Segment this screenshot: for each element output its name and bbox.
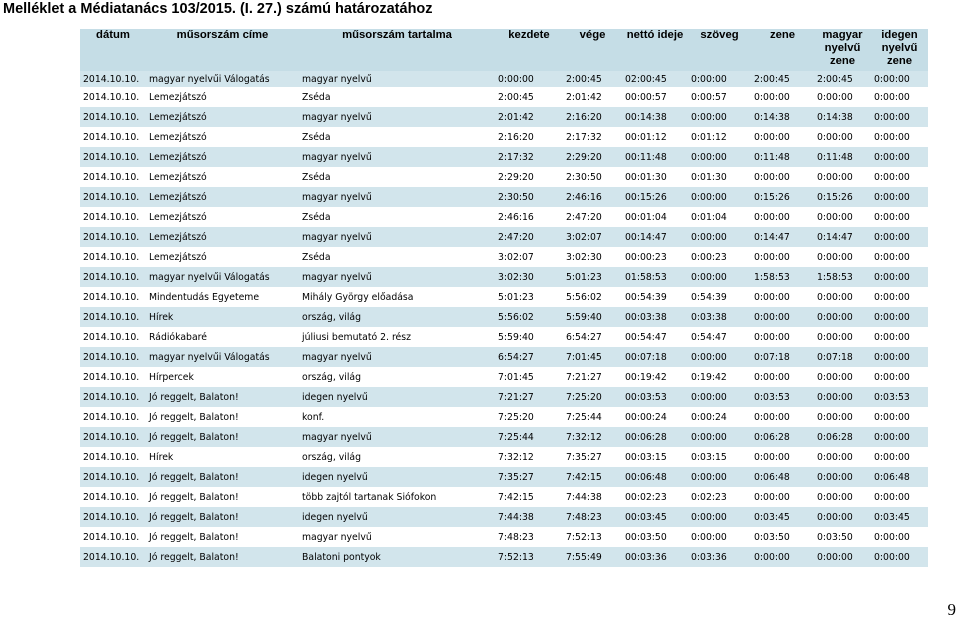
cell-start: 5:56:02 bbox=[495, 307, 563, 327]
cell-music: 0:00:00 bbox=[751, 207, 814, 227]
cell-hungarian-music: 0:00:00 bbox=[814, 287, 871, 307]
cell-hungarian-music: 0:00:00 bbox=[814, 507, 871, 527]
cell-music: 0:00:00 bbox=[751, 287, 814, 307]
cell-start: 7:42:15 bbox=[495, 487, 563, 507]
table-row bbox=[80, 367, 928, 387]
cell-start: 3:02:07 bbox=[495, 247, 563, 267]
cell-end: 7:52:13 bbox=[563, 527, 622, 547]
cell-program-content: Balatoni pontyok bbox=[299, 547, 495, 567]
cell-program-content: magyar nyelvű bbox=[299, 71, 495, 87]
cell-program-title: Mindentudás Egyeteme bbox=[146, 287, 299, 307]
table-row bbox=[80, 227, 928, 247]
cell-start: 7:35:27 bbox=[495, 467, 563, 487]
cell-program-title: Jó reggelt, Balaton! bbox=[146, 527, 299, 547]
cell-music: 0:06:48 bbox=[751, 467, 814, 487]
cell-music: 0:14:47 bbox=[751, 227, 814, 247]
cell-program-title: Lemezjátszó bbox=[146, 87, 299, 107]
cell-end: 7:55:49 bbox=[563, 547, 622, 567]
cell-speech: 0:00:24 bbox=[688, 407, 751, 427]
cell-music: 0:00:00 bbox=[751, 487, 814, 507]
cell-end: 2:29:20 bbox=[563, 147, 622, 167]
cell-speech: 0:01:12 bbox=[688, 127, 751, 147]
cell-program-content: idegen nyelvű bbox=[299, 507, 495, 527]
cell-hungarian-music: 0:00:00 bbox=[814, 407, 871, 427]
table-row bbox=[80, 167, 928, 187]
cell-music: 0:11:48 bbox=[751, 147, 814, 167]
cell-net-duration: 00:02:23 bbox=[622, 487, 688, 507]
cell-net-duration: 00:15:26 bbox=[622, 187, 688, 207]
cell-music: 0:15:26 bbox=[751, 187, 814, 207]
cell-program-title: Jó reggelt, Balaton! bbox=[146, 467, 299, 487]
cell-program-title: Jó reggelt, Balaton! bbox=[146, 507, 299, 527]
cell-speech: 0:01:04 bbox=[688, 207, 751, 227]
cell-program-title: Hírek bbox=[146, 307, 299, 327]
cell-music: 0:00:00 bbox=[751, 167, 814, 187]
cell-hungarian-music: 0:00:00 bbox=[814, 247, 871, 267]
cell-hungarian-music: 0:00:00 bbox=[814, 327, 871, 347]
cell-speech: 0:54:39 bbox=[688, 287, 751, 307]
cell-date: 2014.10.10. bbox=[80, 547, 146, 567]
cell-net-duration: 00:01:30 bbox=[622, 167, 688, 187]
cell-start: 2:01:42 bbox=[495, 107, 563, 127]
cell-program-content: több zajtól tartanak Siófokon bbox=[299, 487, 495, 507]
cell-music: 0:00:00 bbox=[751, 367, 814, 387]
cell-program-content: idegen nyelvű bbox=[299, 387, 495, 407]
cell-music: 0:00:00 bbox=[751, 327, 814, 347]
cell-music: 0:00:00 bbox=[751, 307, 814, 327]
cell-speech: 0:00:00 bbox=[688, 347, 751, 367]
broadcast-log-table bbox=[80, 29, 928, 567]
cell-end: 6:54:27 bbox=[563, 327, 622, 347]
cell-speech: 0:00:00 bbox=[688, 187, 751, 207]
cell-speech: 0:00:00 bbox=[688, 507, 751, 527]
cell-date: 2014.10.10. bbox=[80, 507, 146, 527]
cell-end: 5:56:02 bbox=[563, 287, 622, 307]
cell-hungarian-music: 0:14:47 bbox=[814, 227, 871, 247]
cell-hungarian-music: 0:00:00 bbox=[814, 367, 871, 387]
table-row bbox=[80, 387, 928, 407]
cell-date: 2014.10.10. bbox=[80, 307, 146, 327]
cell-speech: 0:00:00 bbox=[688, 147, 751, 167]
table-row bbox=[80, 547, 928, 567]
cell-hungarian-music: 0:06:28 bbox=[814, 427, 871, 447]
cell-hungarian-music: 0:00:00 bbox=[814, 547, 871, 567]
cell-end: 2:00:45 bbox=[563, 71, 622, 87]
cell-end: 7:21:27 bbox=[563, 367, 622, 387]
cell-date: 2014.10.10. bbox=[80, 427, 146, 447]
cell-date: 2014.10.10. bbox=[80, 267, 146, 287]
cell-net-duration: 00:01:04 bbox=[622, 207, 688, 227]
cell-speech: 0:00:00 bbox=[688, 71, 751, 87]
cell-hungarian-music: 0:00:00 bbox=[814, 387, 871, 407]
cell-program-title: Lemezjátszó bbox=[146, 127, 299, 147]
cell-start: 3:02:30 bbox=[495, 267, 563, 287]
cell-program-content: magyar nyelvű bbox=[299, 187, 495, 207]
cell-end: 3:02:07 bbox=[563, 227, 622, 247]
cell-program-title: magyar nyelvűi Válogatás bbox=[146, 267, 299, 287]
cell-speech: 0:00:00 bbox=[688, 387, 751, 407]
table-row bbox=[80, 287, 928, 307]
cell-speech: 0:01:30 bbox=[688, 167, 751, 187]
cell-speech: 0:03:38 bbox=[688, 307, 751, 327]
document-title: Melléklet a Médiatanács 103/2015. (I. 27.) számú határozatához bbox=[3, 1, 433, 17]
cell-start: 5:01:23 bbox=[495, 287, 563, 307]
cell-foreign-music: 0:00:00 bbox=[871, 71, 928, 87]
table-row bbox=[80, 147, 928, 167]
cell-end: 7:48:23 bbox=[563, 507, 622, 527]
cell-program-title: Jó reggelt, Balaton! bbox=[146, 547, 299, 567]
cell-music: 0:00:00 bbox=[751, 127, 814, 147]
cell-end: 7:25:20 bbox=[563, 387, 622, 407]
cell-start: 7:25:20 bbox=[495, 407, 563, 427]
cell-date: 2014.10.10. bbox=[80, 527, 146, 547]
table-row bbox=[80, 267, 928, 287]
cell-start: 7:52:13 bbox=[495, 547, 563, 567]
table-body bbox=[80, 71, 928, 567]
cell-program-content: ország, világ bbox=[299, 367, 495, 387]
cell-program-title: Jó reggelt, Balaton! bbox=[146, 427, 299, 447]
cell-hungarian-music: 0:11:48 bbox=[814, 147, 871, 167]
cell-program-content: konf. bbox=[299, 407, 495, 427]
header-hungarian-music: magyar nyelvű zene bbox=[814, 29, 871, 71]
cell-speech: 0:00:57 bbox=[688, 87, 751, 107]
cell-net-duration: 00:54:39 bbox=[622, 287, 688, 307]
cell-start: 5:59:40 bbox=[495, 327, 563, 347]
table-row bbox=[80, 307, 928, 327]
cell-program-content: idegen nyelvű bbox=[299, 467, 495, 487]
cell-foreign-music: 0:00:00 bbox=[871, 347, 928, 367]
cell-program-title: Lemezjátszó bbox=[146, 207, 299, 227]
table-row bbox=[80, 507, 928, 527]
cell-date: 2014.10.10. bbox=[80, 467, 146, 487]
cell-music: 0:00:00 bbox=[751, 407, 814, 427]
cell-program-title: Lemezjátszó bbox=[146, 187, 299, 207]
cell-hungarian-music: 0:00:00 bbox=[814, 307, 871, 327]
cell-program-content: Zséda bbox=[299, 247, 495, 267]
cell-foreign-music: 0:00:00 bbox=[871, 207, 928, 227]
cell-start: 2:46:16 bbox=[495, 207, 563, 227]
cell-net-duration: 00:14:38 bbox=[622, 107, 688, 127]
cell-speech: 0:00:00 bbox=[688, 227, 751, 247]
cell-program-content: Mihály György előadása bbox=[299, 287, 495, 307]
cell-start: 0:00:00 bbox=[495, 71, 563, 87]
cell-end: 3:02:30 bbox=[563, 247, 622, 267]
cell-program-content: Zséda bbox=[299, 127, 495, 147]
cell-net-duration: 00:03:53 bbox=[622, 387, 688, 407]
cell-net-duration: 00:14:47 bbox=[622, 227, 688, 247]
cell-end: 5:59:40 bbox=[563, 307, 622, 327]
cell-music: 1:58:53 bbox=[751, 267, 814, 287]
cell-start: 2:29:20 bbox=[495, 167, 563, 187]
cell-program-content: magyar nyelvű bbox=[299, 527, 495, 547]
cell-hungarian-music: 0:14:38 bbox=[814, 107, 871, 127]
cell-net-duration: 02:00:45 bbox=[622, 71, 688, 87]
cell-date: 2014.10.10. bbox=[80, 407, 146, 427]
cell-net-duration: 00:03:45 bbox=[622, 507, 688, 527]
cell-hungarian-music: 1:58:53 bbox=[814, 267, 871, 287]
cell-net-duration: 00:00:23 bbox=[622, 247, 688, 267]
cell-date: 2014.10.10. bbox=[80, 107, 146, 127]
cell-foreign-music: 0:00:00 bbox=[871, 107, 928, 127]
cell-foreign-music: 0:00:00 bbox=[871, 487, 928, 507]
cell-speech: 0:54:47 bbox=[688, 327, 751, 347]
cell-net-duration: 00:03:15 bbox=[622, 447, 688, 467]
cell-net-duration: 00:03:36 bbox=[622, 547, 688, 567]
cell-start: 2:30:50 bbox=[495, 187, 563, 207]
table-row bbox=[80, 107, 928, 127]
cell-start: 7:48:23 bbox=[495, 527, 563, 547]
cell-hungarian-music: 0:00:00 bbox=[814, 167, 871, 187]
cell-date: 2014.10.10. bbox=[80, 287, 146, 307]
cell-program-content: magyar nyelvű bbox=[299, 107, 495, 127]
cell-music: 0:06:28 bbox=[751, 427, 814, 447]
cell-start: 7:25:44 bbox=[495, 427, 563, 447]
cell-program-title: Hírek bbox=[146, 447, 299, 467]
cell-hungarian-music: 0:07:18 bbox=[814, 347, 871, 367]
cell-net-duration: 00:00:24 bbox=[622, 407, 688, 427]
cell-foreign-music: 0:00:00 bbox=[871, 367, 928, 387]
cell-end: 2:47:20 bbox=[563, 207, 622, 227]
cell-foreign-music: 0:03:53 bbox=[871, 387, 928, 407]
table-row bbox=[80, 247, 928, 267]
cell-program-content: magyar nyelvű bbox=[299, 347, 495, 367]
cell-end: 2:46:16 bbox=[563, 187, 622, 207]
cell-speech: 0:00:00 bbox=[688, 427, 751, 447]
cell-speech: 0:19:42 bbox=[688, 367, 751, 387]
cell-program-title: Rádiókabaré bbox=[146, 327, 299, 347]
cell-foreign-music: 0:00:00 bbox=[871, 267, 928, 287]
cell-program-content: ország, világ bbox=[299, 307, 495, 327]
cell-music: 0:03:50 bbox=[751, 527, 814, 547]
cell-program-content: Zséda bbox=[299, 87, 495, 107]
cell-program-title: magyar nyelvűi Válogatás bbox=[146, 71, 299, 87]
cell-program-title: Lemezjátszó bbox=[146, 167, 299, 187]
cell-date: 2014.10.10. bbox=[80, 487, 146, 507]
cell-date: 2014.10.10. bbox=[80, 71, 146, 87]
cell-hungarian-music: 2:00:45 bbox=[814, 71, 871, 87]
cell-speech: 0:00:00 bbox=[688, 267, 751, 287]
cell-net-duration: 00:06:48 bbox=[622, 467, 688, 487]
cell-hungarian-music: 0:00:00 bbox=[814, 127, 871, 147]
cell-program-title: Hírpercek bbox=[146, 367, 299, 387]
cell-speech: 0:03:15 bbox=[688, 447, 751, 467]
cell-net-duration: 00:07:18 bbox=[622, 347, 688, 367]
cell-end: 7:42:15 bbox=[563, 467, 622, 487]
cell-foreign-music: 0:00:00 bbox=[871, 307, 928, 327]
header-net-duration: nettó ideje bbox=[622, 29, 688, 71]
cell-start: 6:54:27 bbox=[495, 347, 563, 367]
cell-end: 5:01:23 bbox=[563, 267, 622, 287]
cell-speech: 0:00:00 bbox=[688, 467, 751, 487]
cell-end: 7:01:45 bbox=[563, 347, 622, 367]
cell-music: 2:00:45 bbox=[751, 71, 814, 87]
cell-foreign-music: 0:00:00 bbox=[871, 327, 928, 347]
cell-program-title: Lemezjátszó bbox=[146, 107, 299, 127]
header-start: kezdete bbox=[495, 29, 563, 71]
cell-end: 2:16:20 bbox=[563, 107, 622, 127]
cell-date: 2014.10.10. bbox=[80, 387, 146, 407]
cell-start: 2:16:20 bbox=[495, 127, 563, 147]
cell-program-content: magyar nyelvű bbox=[299, 147, 495, 167]
table-header-row bbox=[80, 29, 928, 71]
header-end: vége bbox=[563, 29, 622, 71]
cell-date: 2014.10.10. bbox=[80, 447, 146, 467]
header-program-title: műsorszám címe bbox=[146, 29, 299, 71]
table-row bbox=[80, 327, 928, 347]
cell-foreign-music: 0:00:00 bbox=[871, 227, 928, 247]
cell-speech: 0:00:23 bbox=[688, 247, 751, 267]
table-row bbox=[80, 527, 928, 547]
cell-program-title: Lemezjátszó bbox=[146, 227, 299, 247]
cell-foreign-music: 0:00:00 bbox=[871, 287, 928, 307]
cell-net-duration: 00:03:50 bbox=[622, 527, 688, 547]
cell-net-duration: 01:58:53 bbox=[622, 267, 688, 287]
header-foreign-music: idegen nyelvű zene bbox=[871, 29, 928, 71]
cell-hungarian-music: 0:00:00 bbox=[814, 487, 871, 507]
cell-date: 2014.10.10. bbox=[80, 207, 146, 227]
cell-program-content: júliusi bemutató 2. rész bbox=[299, 327, 495, 347]
cell-end: 7:44:38 bbox=[563, 487, 622, 507]
cell-date: 2014.10.10. bbox=[80, 187, 146, 207]
table-row bbox=[80, 187, 928, 207]
cell-end: 2:30:50 bbox=[563, 167, 622, 187]
table-row bbox=[80, 71, 928, 87]
cell-net-duration: 00:01:12 bbox=[622, 127, 688, 147]
cell-net-duration: 00:06:28 bbox=[622, 427, 688, 447]
cell-program-content: Zséda bbox=[299, 207, 495, 227]
header-music: zene bbox=[751, 29, 814, 71]
cell-start: 7:44:38 bbox=[495, 507, 563, 527]
cell-music: 0:03:53 bbox=[751, 387, 814, 407]
cell-foreign-music: 0:06:48 bbox=[871, 467, 928, 487]
cell-program-title: Lemezjátszó bbox=[146, 247, 299, 267]
cell-foreign-music: 0:00:00 bbox=[871, 87, 928, 107]
cell-start: 7:01:45 bbox=[495, 367, 563, 387]
cell-date: 2014.10.10. bbox=[80, 367, 146, 387]
cell-foreign-music: 0:00:00 bbox=[871, 147, 928, 167]
cell-net-duration: 00:54:47 bbox=[622, 327, 688, 347]
cell-music: 0:03:45 bbox=[751, 507, 814, 527]
cell-program-title: Jó reggelt, Balaton! bbox=[146, 387, 299, 407]
cell-music: 0:07:18 bbox=[751, 347, 814, 367]
cell-foreign-music: 0:00:00 bbox=[871, 187, 928, 207]
cell-net-duration: 00:19:42 bbox=[622, 367, 688, 387]
cell-hungarian-music: 0:00:00 bbox=[814, 447, 871, 467]
cell-start: 2:17:32 bbox=[495, 147, 563, 167]
cell-program-title: Lemezjátszó bbox=[146, 147, 299, 167]
cell-start: 2:00:45 bbox=[495, 87, 563, 107]
table-row bbox=[80, 467, 928, 487]
cell-program-content: magyar nyelvű bbox=[299, 227, 495, 247]
cell-program-content: ország, világ bbox=[299, 447, 495, 467]
table-row bbox=[80, 127, 928, 147]
cell-net-duration: 00:00:57 bbox=[622, 87, 688, 107]
cell-foreign-music: 0:00:00 bbox=[871, 247, 928, 267]
cell-net-duration: 00:03:38 bbox=[622, 307, 688, 327]
cell-date: 2014.10.10. bbox=[80, 347, 146, 367]
header-date: dátum bbox=[80, 29, 146, 71]
cell-program-title: Jó reggelt, Balaton! bbox=[146, 407, 299, 427]
cell-date: 2014.10.10. bbox=[80, 127, 146, 147]
cell-hungarian-music: 0:00:00 bbox=[814, 87, 871, 107]
cell-speech: 0:00:00 bbox=[688, 107, 751, 127]
cell-music: 0:00:00 bbox=[751, 247, 814, 267]
cell-hungarian-music: 0:00:00 bbox=[814, 467, 871, 487]
cell-music: 0:00:00 bbox=[751, 87, 814, 107]
cell-date: 2014.10.10. bbox=[80, 87, 146, 107]
cell-program-content: Zséda bbox=[299, 167, 495, 187]
cell-date: 2014.10.10. bbox=[80, 147, 146, 167]
cell-foreign-music: 0:00:00 bbox=[871, 167, 928, 187]
cell-foreign-music: 0:00:00 bbox=[871, 427, 928, 447]
cell-foreign-music: 0:00:00 bbox=[871, 407, 928, 427]
cell-hungarian-music: 0:00:00 bbox=[814, 207, 871, 227]
cell-foreign-music: 0:00:00 bbox=[871, 447, 928, 467]
cell-music: 0:00:00 bbox=[751, 547, 814, 567]
cell-speech: 0:02:23 bbox=[688, 487, 751, 507]
table-row bbox=[80, 447, 928, 467]
page-number: 9 bbox=[947, 600, 956, 619]
cell-date: 2014.10.10. bbox=[80, 247, 146, 267]
cell-speech: 0:03:36 bbox=[688, 547, 751, 567]
cell-date: 2014.10.10. bbox=[80, 227, 146, 247]
cell-program-content: magyar nyelvű bbox=[299, 267, 495, 287]
cell-speech: 0:00:00 bbox=[688, 527, 751, 547]
table-row bbox=[80, 427, 928, 447]
header-program-content: műsorszám tartalma bbox=[299, 29, 495, 71]
cell-end: 7:25:44 bbox=[563, 407, 622, 427]
cell-start: 7:21:27 bbox=[495, 387, 563, 407]
cell-hungarian-music: 0:15:26 bbox=[814, 187, 871, 207]
cell-start: 7:32:12 bbox=[495, 447, 563, 467]
cell-end: 2:17:32 bbox=[563, 127, 622, 147]
cell-hungarian-music: 0:03:50 bbox=[814, 527, 871, 547]
cell-date: 2014.10.10. bbox=[80, 327, 146, 347]
cell-end: 7:32:12 bbox=[563, 427, 622, 447]
cell-music: 0:00:00 bbox=[751, 447, 814, 467]
cell-end: 7:35:27 bbox=[563, 447, 622, 467]
table-row bbox=[80, 207, 928, 227]
cell-foreign-music: 0:03:45 bbox=[871, 507, 928, 527]
cell-foreign-music: 0:00:00 bbox=[871, 547, 928, 567]
cell-start: 2:47:20 bbox=[495, 227, 563, 247]
cell-program-title: Jó reggelt, Balaton! bbox=[146, 487, 299, 507]
cell-end: 2:01:42 bbox=[563, 87, 622, 107]
cell-program-content: magyar nyelvű bbox=[299, 427, 495, 447]
cell-net-duration: 00:11:48 bbox=[622, 147, 688, 167]
table-row bbox=[80, 347, 928, 367]
cell-foreign-music: 0:00:00 bbox=[871, 527, 928, 547]
table-row bbox=[80, 87, 928, 107]
cell-program-title: magyar nyelvűi Válogatás bbox=[146, 347, 299, 367]
header-speech: szöveg bbox=[688, 29, 751, 71]
cell-music: 0:14:38 bbox=[751, 107, 814, 127]
table-row bbox=[80, 407, 928, 427]
table-row bbox=[80, 487, 928, 507]
cell-date: 2014.10.10. bbox=[80, 167, 146, 187]
cell-foreign-music: 0:00:00 bbox=[871, 127, 928, 147]
